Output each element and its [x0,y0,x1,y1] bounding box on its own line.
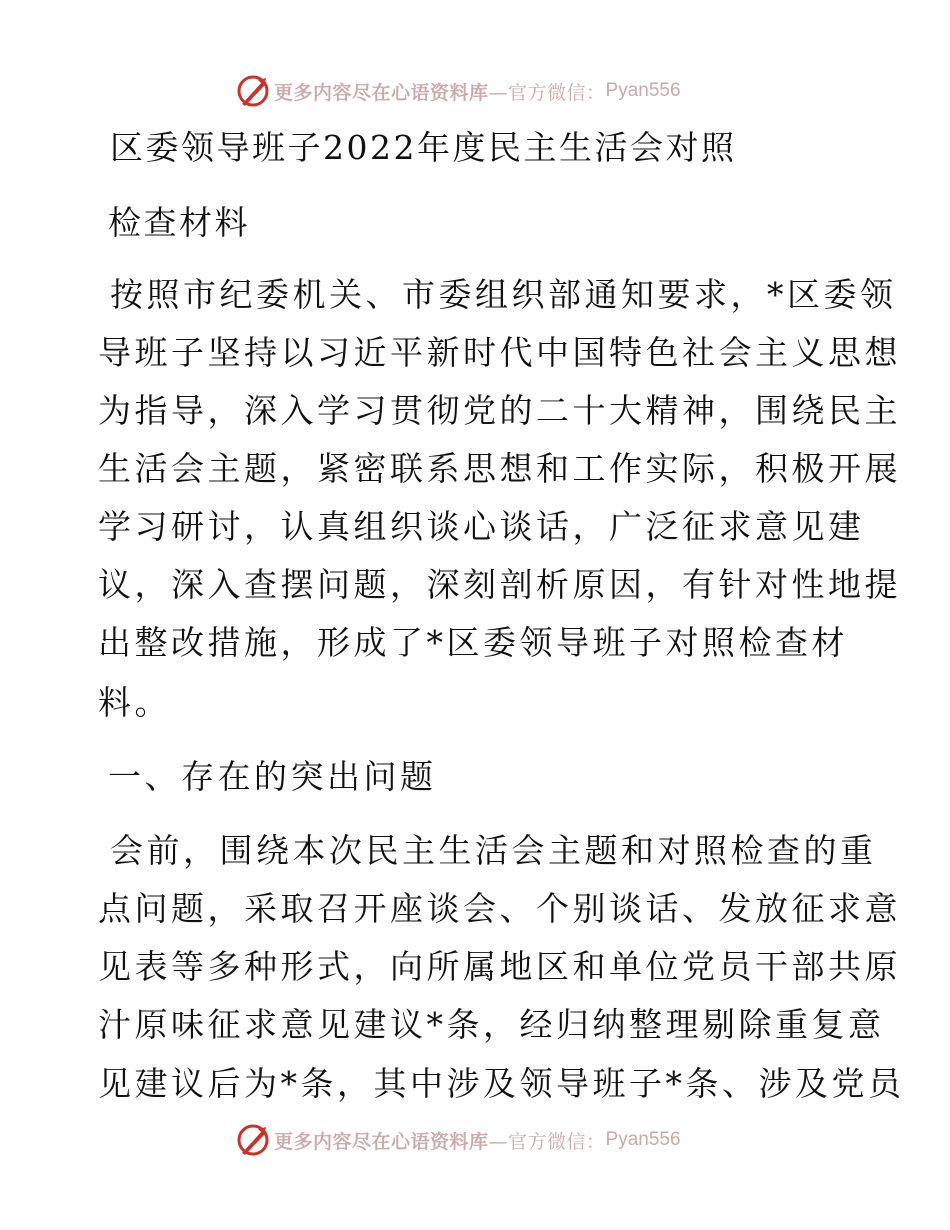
intro-line: 议，深入查摆问题，深刻剖析原因，有针对性地提 [98,565,901,604]
watermark-main-text: 更多内容尽在心语资料库 [274,81,489,104]
watermark-wechat-id: Pyan556 [605,80,681,101]
intro-line: 学习研讨，认真组织谈心谈话，广泛征求意见建 [98,507,865,546]
quill-seal-icon [236,74,270,108]
watermark-main-text: 更多内容尽在心语资料库 [274,1130,489,1153]
section-line: 汁原味征求意见建议*条，经归纳整理剔除重复意 [98,1005,885,1044]
watermark-separator: —官方微信： [488,81,606,104]
intro-line: 料。 [98,683,171,722]
section-heading: 一、存在的突出问题 [108,757,437,796]
quill-seal-icon [236,1123,270,1157]
document-title-line-2: 检查材料 [108,203,250,242]
watermark-banner-bottom [236,1122,681,1158]
intro-line: 按照市纪委机关、市委组织部通知要求，*区委领 [110,275,897,314]
intro-line: 生活会主题，紧密联系思想和工作实际，积极开展 [98,449,901,488]
section-line: 点问题，采取召开座谈会、个别谈话、发放征求意 [98,889,901,928]
intro-line: 为指导，深入学习贯彻党的二十大精神，围绕民主 [98,391,901,430]
section-line: 会前，围绕本次民主生活会主题和对照检查的重 [110,831,877,870]
section-line: 见建议后为*条，其中涉及领导班子*条、涉及党员 [98,1064,905,1103]
watermark-separator: —官方微信： [488,1130,606,1153]
section-line: 见表等多种形式，向所属地区和单位党员干部共原 [98,947,901,986]
document-title-line-1: 区委领导班子2022年度民主生活会对照 [110,128,737,167]
intro-line: 出整改措施，形成了*区委领导班子对照检查材 [98,623,848,662]
watermark-wechat-id: Pyan556 [605,1129,681,1150]
intro-line: 导班子坚持以习近平新时代中国特色社会主义思想 [98,333,901,372]
watermark-banner-top [236,73,681,109]
